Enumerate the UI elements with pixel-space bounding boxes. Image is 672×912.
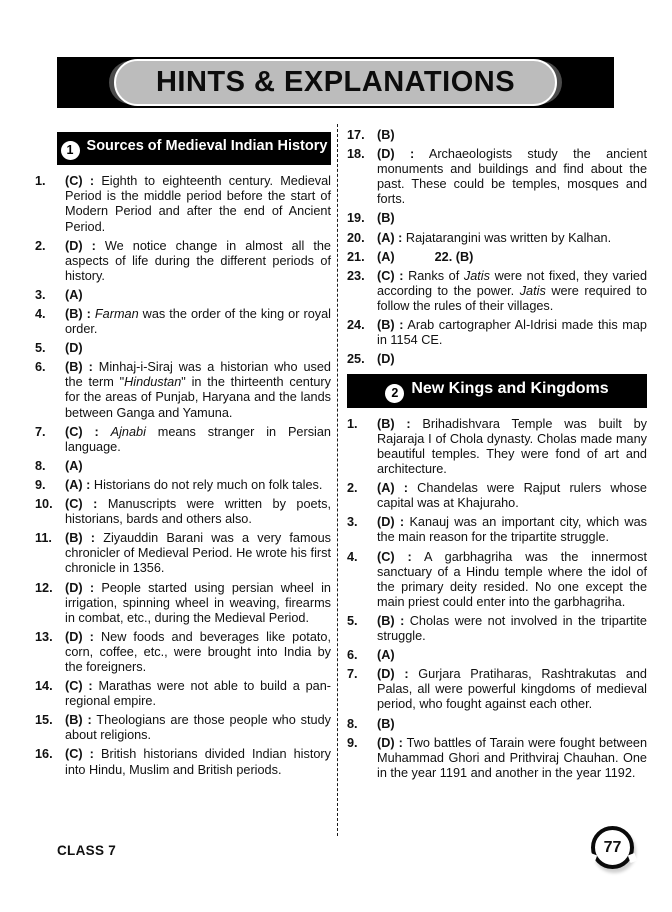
answer-text [377, 352, 647, 367]
answer-text: (B) : Theologians are those people who study about religions. [65, 713, 331, 743]
answer-option: (C) : [65, 424, 99, 439]
answer-option: (B) : [65, 307, 91, 321]
question-number: 24. [347, 318, 365, 333]
answer-option: (C) : [377, 549, 412, 564]
answer-item [35, 307, 331, 337]
answer-option: (A) : [377, 481, 408, 496]
answer-text: (A) : Chandelas were Rajput rulers whose capital was at Khajuraho. [377, 481, 647, 511]
answer-item [347, 648, 647, 663]
answer-option: (D) : [377, 515, 405, 530]
answer-option: (C) : [65, 497, 98, 512]
question-number: 9. [35, 477, 46, 492]
answer-item [347, 231, 647, 246]
answer-text [65, 288, 331, 303]
page-number: 77 [603, 838, 622, 856]
section-2-number-badge: 2 [385, 384, 404, 403]
answer-option: (A) [65, 287, 83, 302]
question-number: 11. [35, 531, 52, 546]
answer-text: (B) : Arab cartographer Al-Idrisi made this map in 1154 CE. [377, 318, 647, 348]
question-number: 7. [35, 424, 46, 439]
answer-option: (D) : [65, 238, 96, 253]
answer-item [347, 352, 647, 367]
question-number: 2. [347, 481, 358, 496]
page-header-banner [57, 57, 614, 108]
question-number: 6. [35, 360, 46, 375]
question-number: 23. [347, 268, 365, 283]
question-number: 1. [347, 416, 358, 431]
answer-text: (B) : Minhaj-i-Siraj was a historian who used the term "Hindustan" in the thirteenth century for the areas of Punjab, Haryana and the lands between Ganga and Yamuna. [65, 360, 331, 420]
answer-item [35, 174, 331, 234]
column-divider [337, 124, 338, 836]
answer-text: (C) : Marathas were not able to build a pan-regional empire. [65, 679, 331, 709]
section-1-banner [57, 132, 331, 165]
answer-text: (D) : Archaeologists study the ancient monuments and buildings and find about the past. These could be temples, mosques and forts. [377, 147, 648, 207]
answer-text [377, 648, 647, 663]
question-number: 8. [35, 458, 46, 473]
answer-text: (B) : Ziyauddin Barani was a very famous chronicler of Medieval Period. He wrote his first chronicle in 1356. [65, 531, 331, 576]
answer-item [35, 747, 331, 777]
answer-option: (B) [377, 128, 395, 142]
answer-text: (C) : Eighth to eighteenth century. Medieval Period is the middle period before the start of Modern Period and after the end of Ancient Period. [65, 174, 331, 234]
question-number: 5. [35, 341, 46, 356]
answer-option: (B) : [377, 416, 411, 431]
answer-item [347, 318, 647, 348]
question-number: 5. [347, 613, 358, 628]
question-number: 3. [35, 287, 46, 302]
answer-text: (D) : People started using persian wheel in irrigation, spinning wheel in weaving, firearms in combat, etc., during the Medieval Period. [65, 580, 331, 625]
answer-option: (B) [455, 249, 474, 264]
answer-option: (B) : [65, 713, 92, 728]
page-number-badge [591, 826, 634, 869]
answer-item [347, 269, 647, 314]
question-number: 15. [35, 713, 53, 728]
answer-option: (A) [377, 249, 395, 264]
answer-item [35, 478, 331, 493]
answer-item [347, 717, 647, 732]
answer-option: (A) [377, 648, 395, 663]
answer-item [347, 515, 647, 545]
question-number: 4. [35, 307, 46, 321]
question-number: 1. [35, 174, 46, 189]
answer-text [377, 211, 647, 226]
question-number: 22. [434, 249, 456, 264]
page-title: HINTS & EXPLANATIONS [155, 66, 516, 98]
section-1-number-badge: 1 [61, 141, 80, 160]
answer-item [35, 713, 331, 743]
answer-text [65, 341, 331, 356]
answer-text: (C) : Manuscripts were written by poets, historians, bards and others also. [65, 497, 331, 527]
question-number: 16. [35, 747, 53, 762]
answer-option: (C) : [65, 174, 95, 189]
answer-option: (D) : [65, 629, 94, 644]
answer-text [377, 128, 647, 143]
question-number: 3. [347, 515, 358, 530]
answer-text: (C) : British historians divided Indian history into Hindu, Muslim and British periods. [65, 747, 331, 777]
answer-option: (B) [377, 211, 395, 226]
answer-item [35, 341, 331, 356]
answer-item [35, 497, 331, 527]
answer-text: (C) : Ajnabi means stranger in Persian language. [65, 424, 331, 454]
answer-text: (D) : Kanauj was an important city, which was the main reason for the tripartite struggle. [377, 515, 647, 545]
question-number: 10. [35, 497, 53, 512]
answer-text: (C) : Ranks of Jatis were not fixed, they varied according to the power. Jatis were required to follow the rules of their villages. [377, 268, 648, 313]
answer-option: (D) : [377, 667, 409, 682]
answer-item [35, 360, 331, 420]
answer-item [35, 239, 331, 284]
answer-option: (C) : [65, 747, 94, 762]
answer-text: (C) : A garbhagriha was the innermost sanctuary of a Hindu temple where the idol of the primary deity resided. No one except the main priest could enter into the garbhagriha. [377, 549, 647, 609]
answer-item [347, 667, 647, 712]
left-column [35, 132, 331, 782]
answer-option: (C) : [65, 679, 93, 694]
question-number: 7. [347, 667, 358, 682]
answer-text [65, 459, 331, 474]
header-pill [114, 59, 557, 106]
answer-text: (A) : Rajatarangini was written by Kalhan. [377, 230, 612, 245]
answer-option: (B) : [65, 531, 96, 546]
section-2-banner [347, 374, 647, 408]
class-label: CLASS 7 [57, 843, 117, 858]
answer-item [35, 679, 331, 709]
question-number: 18. [347, 147, 365, 162]
answer-text: (B) : Farman was the order of the king or royal order. [65, 307, 331, 337]
question-number: 9. [347, 735, 358, 750]
answer-text: (B) : Cholas were not involved in the tripartite struggle. [377, 613, 647, 644]
section-2-title: New Kings and Kingdoms [411, 380, 609, 398]
answer-item [35, 425, 331, 455]
answer-item [347, 614, 647, 644]
answer-option: (D) : [377, 147, 415, 162]
question-number: 19. [347, 211, 365, 226]
question-number: 2. [35, 238, 46, 253]
answer-option: (A) : [377, 230, 403, 245]
answer-text: (D) : We notice change in almost all the aspects of life during the different periods of history. [65, 238, 331, 283]
answer-option: (D) : [377, 735, 403, 750]
answer-item [347, 550, 647, 610]
answer-text: (D) : New foods and beverages like potato, corn, coffee, etc., were brought into India by the foreigners. [65, 629, 331, 674]
answer-text: (D) : Gurjara Pratiharas, Rashtrakutas and Palas, all were powerful kingdoms of medieval period, who fought against each other. [377, 667, 647, 712]
answer-item [347, 736, 647, 781]
answer-text: (D) : Two battles of Tarain were fought between Muhammad Ghori and Prithviraj Chauhan. One in the year 1191 and another in the year 1192. [377, 735, 647, 780]
question-number: 12. [35, 580, 53, 595]
question-number: 20. [347, 230, 365, 245]
question-number: 13. [35, 629, 53, 644]
answer-option: (B) : [377, 318, 404, 333]
answer-option: (A) [65, 458, 83, 473]
answer-item [35, 630, 331, 675]
answers-list-section-1-continued [347, 128, 647, 367]
answer-item [347, 211, 647, 226]
answer-option: (D) [377, 352, 395, 367]
question-number: 21. [347, 249, 365, 264]
question-number: 8. [347, 716, 358, 731]
answer-item [347, 147, 647, 207]
answer-option: (A) : [65, 477, 91, 492]
answers-list-section-1 [35, 174, 331, 777]
answer-item [347, 128, 647, 143]
section-1-title: Sources of Medieval Indian History [86, 138, 328, 154]
answers-list-section-2 [347, 417, 647, 781]
answer-text: (B) : Brihadishvara Temple was built by Rajaraja I of Chola dynasty. Cholas made many beautiful temples. They were fond of art and architecture. [377, 416, 647, 477]
question-number: 25. [347, 352, 365, 367]
answer-option: (D) [65, 341, 83, 356]
answer-option: (C) : [377, 268, 404, 283]
answer-option: (B) : [377, 613, 405, 628]
answer-item [35, 581, 331, 626]
answer-item [347, 481, 647, 511]
answer-item [347, 417, 647, 477]
answer-item [35, 288, 331, 303]
answer-text [377, 250, 647, 265]
question-number: 6. [347, 648, 358, 663]
question-number: 4. [347, 549, 358, 564]
answer-item [35, 531, 331, 576]
answer-option: (D) : [65, 580, 95, 595]
right-column [347, 128, 647, 785]
answer-item [347, 250, 647, 265]
question-number: 14. [35, 679, 53, 694]
answer-option: (B) [377, 716, 395, 731]
question-number: 17. [347, 128, 365, 142]
answer-item [35, 459, 331, 474]
answer-option: (B) : [65, 360, 93, 375]
answer-text [377, 717, 647, 732]
answer-text: (A) : Historians do not rely much on folk tales. [65, 477, 323, 492]
